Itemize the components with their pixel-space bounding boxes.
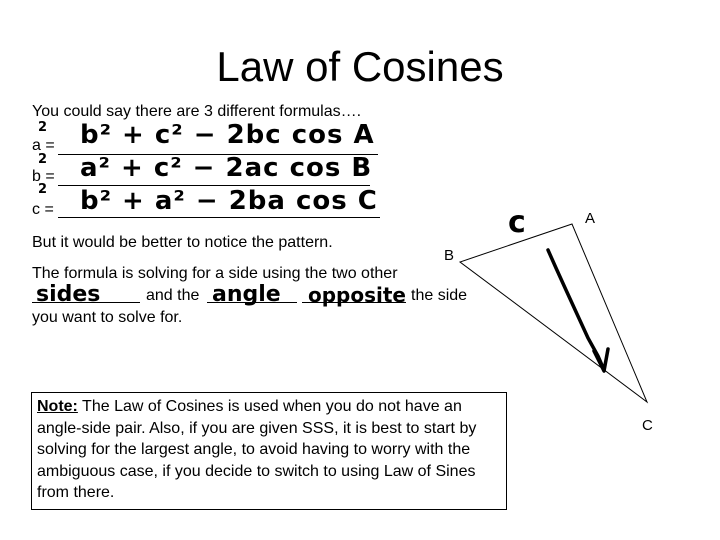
squared-mark: 2 <box>38 152 48 167</box>
intro-text: You could say there are 3 different formulas…. <box>32 103 362 120</box>
squared-mark: 2 <box>38 120 48 135</box>
handwritten-formula-a: b² + c² − 2bc cos A <box>80 120 375 150</box>
pattern-text: But it would be better to notice the pattern. <box>32 234 333 251</box>
handwritten-formula-b: a² + c² − 2ac cos B <box>80 153 373 183</box>
vertex-label-a: A <box>585 210 596 227</box>
triangle-outline <box>460 224 647 402</box>
sentence-the-side: the side <box>411 287 468 304</box>
handwritten-blank-angle: angle <box>212 282 281 307</box>
vertex-label-c: C <box>642 417 653 434</box>
note-label: Note: <box>37 398 78 415</box>
formula-label-a: a = <box>32 137 55 154</box>
slide-title: Law of Cosines <box>216 43 504 90</box>
handwritten-formula-c: b² + a² − 2ba cos C <box>80 186 378 216</box>
sentence-and-the: and the <box>146 287 200 304</box>
handwritten-side-c: c <box>508 205 526 240</box>
handwritten-blank-sides: sides <box>36 282 101 307</box>
handwritten-blank-opposite: opposite <box>308 283 406 307</box>
vertex-label-b: B <box>444 247 455 264</box>
sentence-line-3: you want to solve for. <box>32 309 183 326</box>
squared-mark: 2 <box>38 182 48 197</box>
sentence-line-1: The formula is solving for a side using the two other <box>32 265 398 282</box>
formula-label-c: c = <box>32 201 54 218</box>
note-text: The Law of Cosines is used when you do not have an angle-side pair. Also, if you are given SSS, it is best to start by solving for the largest angle, to avoid having to worry with the ambiguous case, if you decide to switch to using Law of Sines from there. <box>37 398 477 501</box>
formula-label-b: b = <box>32 168 55 185</box>
